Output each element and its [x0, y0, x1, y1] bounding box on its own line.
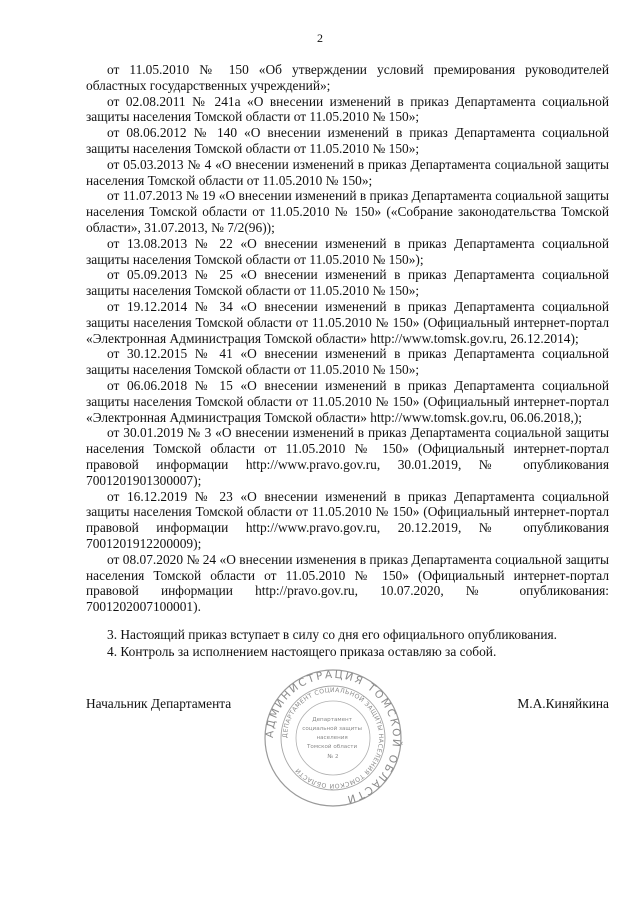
seal-center-line: социальной защиты [302, 726, 362, 732]
official-seal [263, 668, 403, 808]
list-item: от 05.09.2013 № 25 «О внесении изменений в приказ Департамента социальной защиты населения Томской области от 11.05.2010 № 150»; [86, 267, 609, 299]
signer-name: М.А.Киняйкина [517, 696, 609, 711]
list-item: от 08.06.2012 № 140 «О внесении изменений в приказ Департамента социальной защиты населения Томской области от 11.05.2010 № 150»; [86, 125, 609, 156]
list-item: от 30.12.2015 № 41 «О внесении изменений в приказ Департамента социальной защиты населения Томской области от 11.05.2010 № 150»; [86, 346, 609, 378]
clause-control: 4. Контроль за исполнением настоящего приказа оставляю за собой. [107, 644, 497, 659]
list-item: от 11.05.2010 № 150 «Об утверждении условий премирования руководителей областных государственных учреждений»; [86, 62, 609, 93]
list-item: от 05.03.2013 № 4 «О внесении изменений в приказ Департамента социальной защиты населения Томской области от 11.05.2010 № 150»; [86, 156, 609, 188]
list-item: от 16.12.2019 № 23 «О внесении изменений в приказ Департамента социальной защиты населения Томской области от 11.05.2010 № 150» (Официальный интернет-портал правовой информации http://www.pravo.gov.ru, 20.12.2019, № опубликования 7001201912200009); [86, 488, 609, 551]
list-item: от 30.01.2019 № 3 «О внесении изменений в приказ Департамента социальной защиты населения Томской области от 11.05.2010 № 150» (Официальный интернет-портал правовой информации http://www.pravo.gov.ru, 30.01.2019, № опубликования 7001201901300007); [86, 425, 609, 488]
seal-inner-text: ДЕПАРТАМЕНТ СОЦИАЛЬНОЙ ЗАЩИТЫ НАСЕЛЕНИЯ ТОМСКОЙ ОБЛАСТИ [281, 686, 385, 790]
list-item: от 19.12.2014 № 34 «О внесении изменений в приказ Департамента социальной защиты населения Томской области от 11.05.2010 № 150» (Официальный интернет-портал «Электронная Администрация Томской области» http://www.tomsk.gov.ru, 26.12.2014); [86, 298, 609, 346]
signer-role: Начальник Департамента [86, 696, 232, 711]
list-item: от 02.08.2011 № 241а «О внесении изменений в приказ Департамента социальной защиты населения Томской области от 11.05.2010 № 150»; [86, 93, 609, 125]
order-clauses [86, 627, 609, 661]
seal-center-line: населения [316, 735, 348, 741]
list-item: от 08.07.2020 № 24 «О внесении изменения в приказ Департамента социальной защиты населения Томской области от 11.05.2010 № 150» (Официальный интернет-портал правовой информации http://pravo.gov.ru, 10.07.2020, № опубликования: 7001202007100001). [86, 551, 609, 615]
list-item: от 06.06.2018 № 15 «О внесении изменений в приказ Департамента социальной защиты населения Томской области от 11.05.2010 № 150» (Официальный интернет-портал «Электронная Администрация Томской области» http://www.tomsk.gov.ru, 06.06.2018,); [86, 377, 609, 425]
seal-center-line: № 2 [327, 754, 339, 760]
list-item: от 13.08.2013 № 22 «О внесении изменений в приказ Департамента социальной защиты населения Томской области от 11.05.2010 № 150»); [86, 235, 609, 267]
seal-icon [263, 668, 403, 808]
seal-center-line: Департамент [312, 717, 352, 723]
list-item: от 11.07.2013 № 19 «О внесении изменений в приказ Департамента социальной защиты населения Томской области от 11.05.2010 № 150» («Собрание законодательства Томской области», 31.07.2013, № 7/2(96)); [86, 188, 609, 235]
clause-effective-date: 3. Настоящий приказ вступает в силу со дня его официального опубликования. [107, 627, 557, 642]
page-number: 2 [317, 31, 323, 45]
seal-center-line: Томской области [307, 744, 358, 750]
seal-outer-text: АДМИНИСТРАЦИЯ ТОМСКОЙ ОБЛАСТИ [263, 668, 403, 806]
svg-text:Департамент социальной з [302, 717, 364, 760]
amendments-list [86, 62, 609, 615]
